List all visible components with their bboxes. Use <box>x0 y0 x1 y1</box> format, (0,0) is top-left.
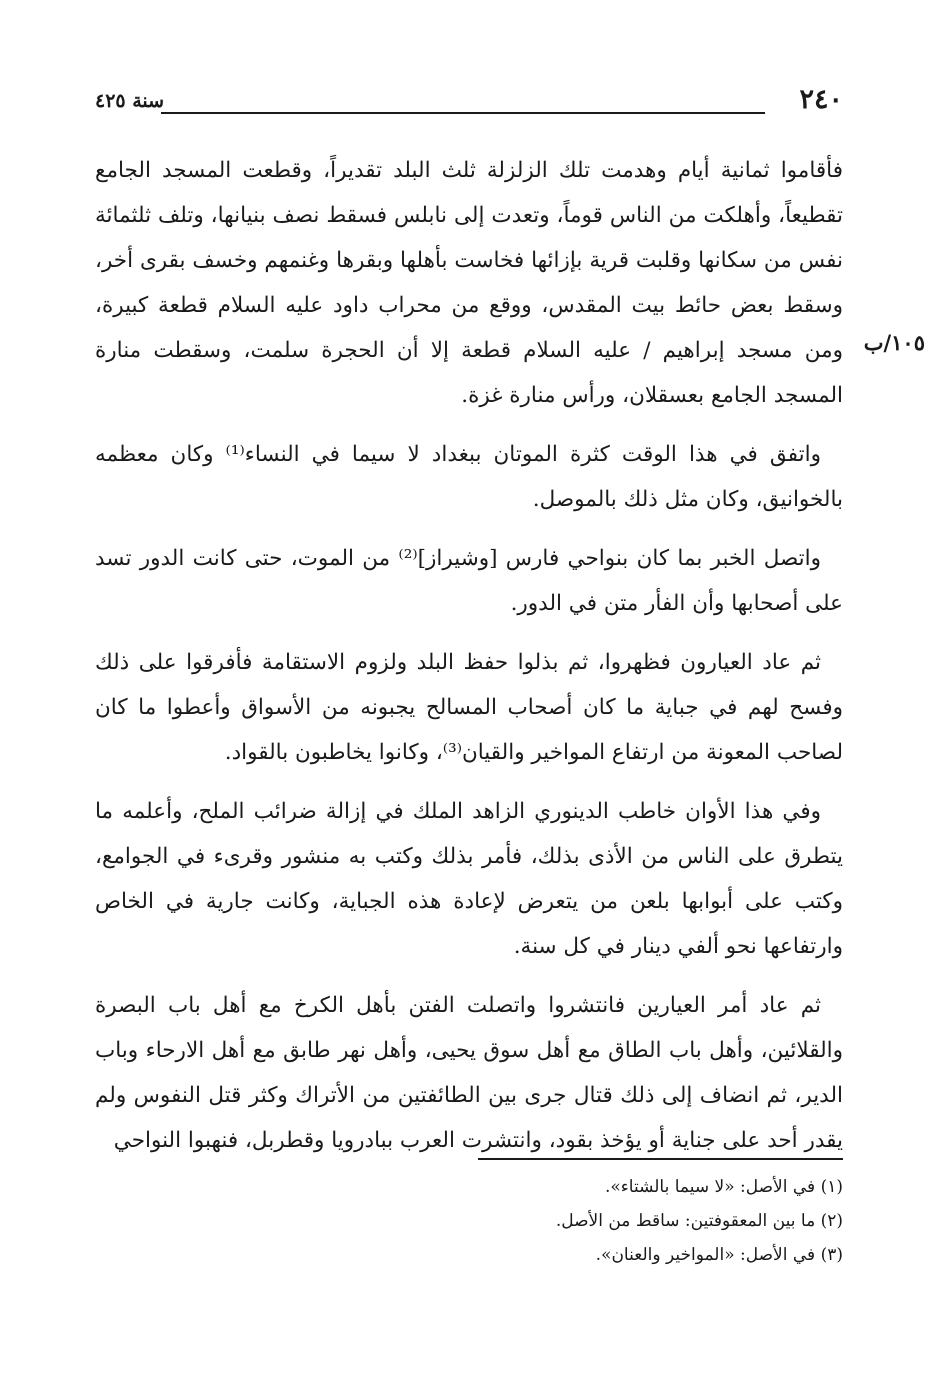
paragraph-6: ثم عاد أمر العيارين فانتشروا واتصلت الفتن بأهل الكرخ مع أهل باب البصرة والقلائين، وأهل باب الطاق مع أهل سوق يحيى، وأهل نهر طابق مع أهل الارحاء وباب الدير، ثم انضاف إلى ذلك قتال جرى بين الطائفتين من الأتراك وكثر قتل النفوس ولم يقدر أحد على جناية أو يؤخذ بقود، وانتشرت العرب ببادرويا وقطربل، فنهبوا النواحي <box>95 993 843 1153</box>
page-number: ٢٤٠ <box>799 84 843 115</box>
paragraph-3: واتصل الخبر بما كان بنواحي فارس [وشيراز]⁽²⁾ من الموت، حتى كانت الدور تسد على أصحابها وأن الفأر متن في الدور. <box>95 546 843 616</box>
footnotes <box>95 1170 843 1272</box>
paragraph-2: واتفق في هذا الوقت كثرة الموتان ببغداد لا سيما في النساء⁽¹⁾ وكان معظمه بالخوانيق، وكان مثل ذلك بالموصل. <box>95 442 843 512</box>
paragraph-1: فأقاموا ثمانية أيام وهدمت تلك الزلزلة ثلث البلد تقديراً، وقطعت المسجد الجامع تقطيعاً، وأهلكت من الناس قوماً، وتعدت إلى نابلس فسقط نصف بنيانها، وتلف ثلثمائة نفس من سكانها وقلبت قرية بإزائها فخاست بأهلها وبقرها وغنمهم وخسف بقرى أخر، وسقط بعض حائط بيت المقدس، ووقع من محراب داود عليه السلام قطعة كبيرة، ومن مسجد إبراهيم / عليه السلام قطعة إلا أن الحجرة سلمت، وسقطت منارة المسجد الجامع بعسقلان، ورأس منارة غزة. <box>95 158 843 408</box>
header-rule <box>161 112 765 114</box>
footnote-3: (٣) في الأصل: «المواخير والعنان». <box>595 1245 843 1265</box>
paragraph-5: وفي هذا الأوان خاطب الدينوري الزاهد الملك في إزالة ضرائب الملح، وأعلمه ما يتطرق على الناس من الأذى بذلك، فأمر بذلك وكتب به منشور وقرىء في الجوامع، وكتب على أبوابها بلعن من يتعرض لإعادة هذه الجباية، وكانت جارية في الخاص وارتفاعها نحو ألفي دينار في كل سنة. <box>95 799 843 959</box>
folio-marker: ١٠٥/ب <box>863 330 925 355</box>
paragraph-4: ثم عاد العيارون فظهروا، ثم بذلوا حفظ البلد ولزوم الاستقامة فأفرقوا على ذلك وفسح لهم في جباية ما كان أصحاب المسالح يجبونه من الأسواق وأعطوا ما كان لصاحب المعونة من ارتفاع المواخير والقيان⁽³⁾، وكانوا يخاطبون بالقواد. <box>95 650 843 765</box>
year-label: سنة ٤٢٥ <box>95 90 165 112</box>
running-header <box>95 84 843 124</box>
footnote-rule <box>478 1158 843 1160</box>
body-text <box>95 148 843 1177</box>
footnote-1: (١) في الأصل: «لا سيما بالشتاء». <box>604 1177 843 1197</box>
footnote-2: (٢) ما بين المعقوفتين: ساقط من الأصل. <box>555 1211 843 1231</box>
